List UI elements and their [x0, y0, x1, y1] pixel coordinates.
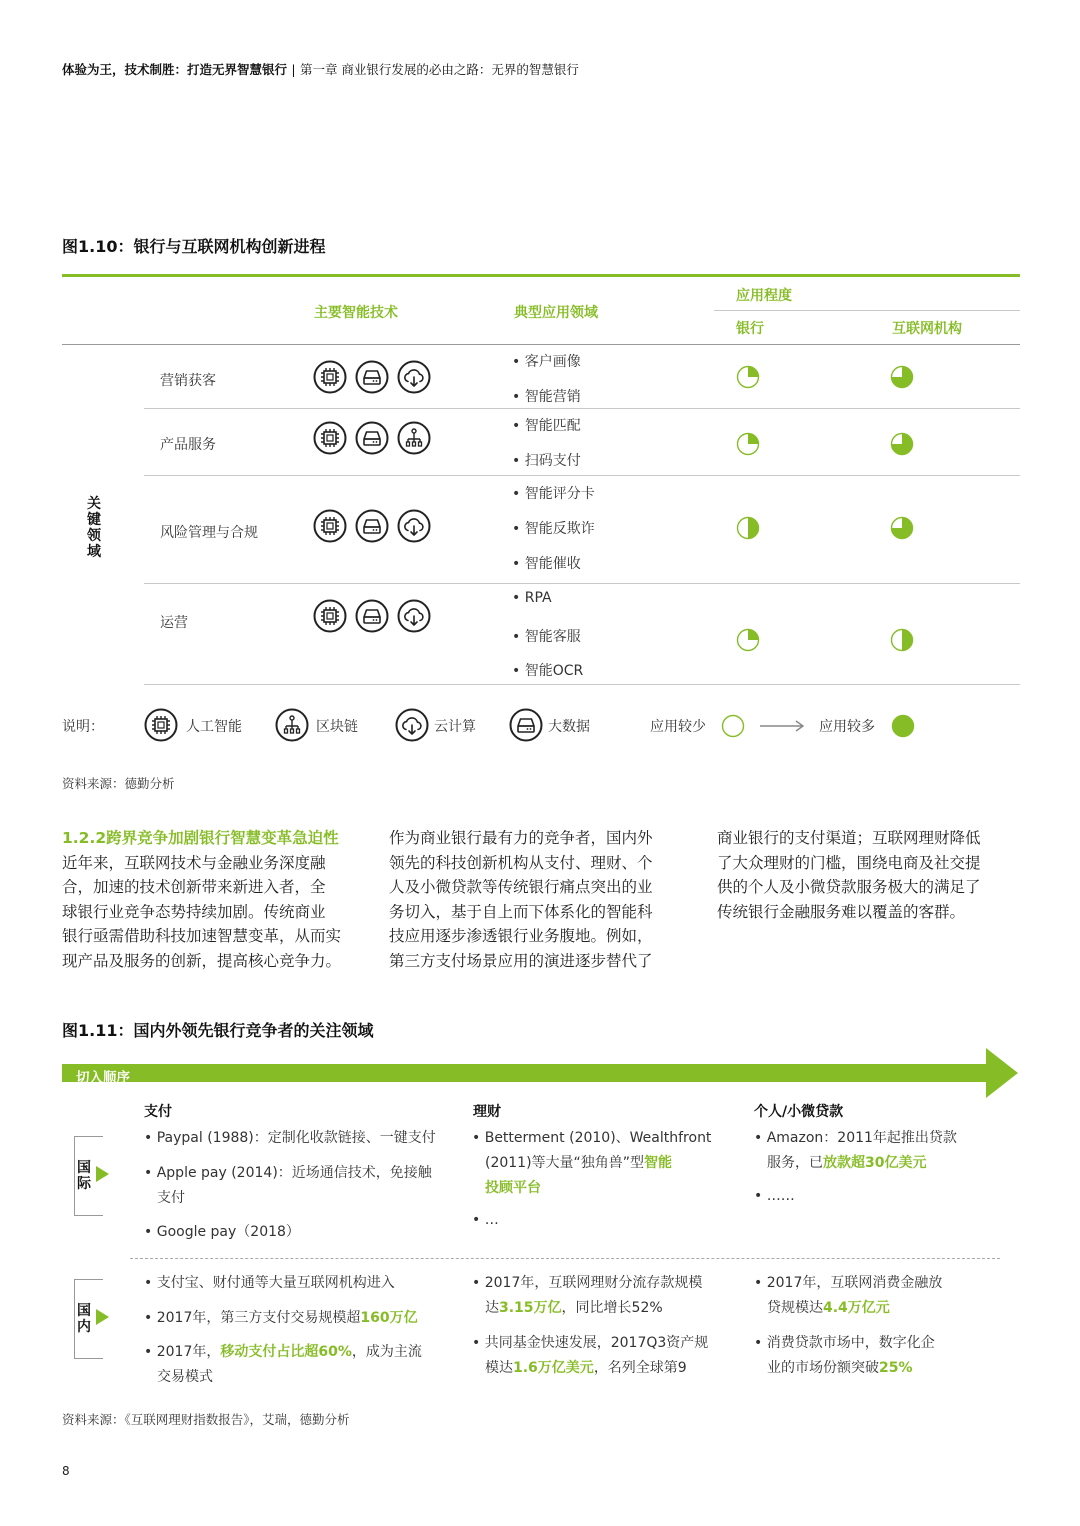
paragraph-line: 商业银行的支付渠道；互联网理财降低: [717, 829, 981, 847]
list-item: • 支付宝、财付通等大量互联网机构进入: [144, 1275, 395, 1291]
header-separator: |: [291, 62, 296, 77]
figure-1-10-top-rule: [62, 274, 1020, 277]
list-item: • ……: [754, 1188, 795, 1204]
paragraph-line: 近年来，互联网技术与金融业务深度融: [62, 853, 326, 872]
legend-bigdata: 大数据: [548, 719, 590, 735]
figure-1-10-title: 图1.10：银行与互联网机构创新进程: [62, 237, 326, 256]
big-data-icon: [355, 421, 389, 455]
internet-level-pie: [890, 365, 914, 389]
header-main-tech: 主要智能技术: [314, 305, 398, 321]
bank-level-pie: [736, 432, 760, 456]
list-item-continued: 达3.15万亿，同比增长52%: [485, 1300, 663, 1316]
entry-order-label: 切入顺序: [76, 1070, 130, 1086]
bank-level-pie: [736, 516, 760, 540]
row-divider: [144, 684, 1020, 685]
list-item: • Apple pay (2014)：近场通信技术，免接触: [144, 1165, 432, 1181]
paragraph-line: 银行亟需借助科技加速智慧变革，从而实: [62, 927, 342, 946]
cloud-computing-icon: [397, 599, 431, 633]
header-sub-rule: [714, 310, 1020, 311]
paragraph-line: 务切入，基于自上而下体系化的智能科: [389, 902, 653, 921]
paragraph-line: 作为商业银行最有力的竞争者，国内外: [389, 829, 653, 847]
list-item: • Betterment (2010)、Wealthfront: [472, 1130, 712, 1146]
row-divider: [144, 583, 1020, 584]
running-header: [62, 60, 579, 78]
big-data-icon: [509, 708, 543, 742]
ai-chip-icon: [313, 360, 347, 394]
ai-chip-icon: [313, 599, 347, 633]
list-item: • 智能反欺诈: [512, 521, 595, 537]
internet-level-pie: [890, 516, 914, 540]
internet-level-pie: [890, 432, 914, 456]
list-item: • 智能营销: [512, 389, 581, 405]
area-marketing: 营销获客: [160, 373, 216, 389]
big-data-icon: [355, 599, 389, 633]
blockchain-icon: [275, 708, 309, 742]
paragraph-line: 了大众理财的门槛，围绕电商及社交提: [717, 853, 981, 872]
list-item: • …: [472, 1212, 499, 1228]
column-wealth: 理财: [473, 1104, 501, 1120]
legend-arrow-icon: [760, 718, 808, 734]
paragraph-line: 传统银行金融服务难以覆盖的客群。: [717, 902, 966, 921]
list-item-continued: 贷规模达4.4万亿元: [767, 1300, 890, 1316]
section-dotted-divider: [130, 1258, 1000, 1259]
list-item: • 消费贷款市场中，数字化企: [754, 1335, 935, 1351]
header-chapter: 第一章 商业银行发展的必由之路：无界的智慧银行: [299, 62, 579, 77]
big-data-icon: [355, 509, 389, 543]
list-item: • 客户画像: [512, 354, 581, 370]
ai-chip-icon: [144, 708, 178, 742]
list-item-continued: (2011)等大量“独角兽”型智能: [485, 1155, 673, 1171]
list-item: • Paypal (1988)：定制化收款链接、一键支付: [144, 1130, 436, 1146]
list-item: • 2017年，互联网理财分流存款规模: [472, 1275, 703, 1291]
entry-order-arrow: [62, 1048, 1020, 1098]
bank-level-pie: [736, 628, 760, 652]
list-item: • 2017年，互联网消费金融放: [754, 1275, 943, 1291]
row-divider: [144, 408, 1020, 409]
domestic-label: 国内: [77, 1303, 91, 1335]
list-item: • 智能匹配: [512, 418, 581, 434]
paragraph-line: 技应用逐步渗透银行业务腹地。例如，: [389, 927, 653, 946]
play-arrow-icon: [96, 1166, 110, 1182]
header-application-degree: 应用程度: [736, 288, 792, 304]
list-item: • 智能客服: [512, 629, 581, 645]
header-bank: 银行: [736, 321, 764, 337]
section-body-col1: [62, 826, 341, 974]
area-product-service: 产品服务: [160, 437, 216, 453]
legend-full-circle: [891, 714, 915, 738]
list-item: • Amazon：2011年起推出贷款: [754, 1130, 957, 1146]
list-item-continued: 交易模式: [157, 1369, 213, 1385]
area-risk-compliance: 风险管理与合规: [160, 525, 258, 541]
figure-1-11-title: 图1.11：国内外领先银行竞争者的关注领域: [62, 1021, 374, 1040]
cloud-computing-icon: [397, 360, 431, 394]
internet-level-pie: [890, 628, 914, 652]
ai-chip-icon: [313, 421, 347, 455]
legend-more: 应用较多: [819, 719, 875, 735]
header-internet: 互联网机构: [892, 321, 962, 337]
legend-label: 说明：: [62, 719, 104, 735]
blockchain-icon: [397, 421, 431, 455]
header-title: 体验为王，技术制胜：打造无界智慧银行: [62, 62, 288, 77]
list-item: • 共同基金快速发展，2017Q3资产规: [472, 1335, 709, 1351]
key-areas-side-label: 关键领域: [87, 496, 101, 560]
legend-cloud: 云计算: [434, 719, 476, 735]
paragraph-line: 人及小微贷款等传统银行痛点突出的业: [389, 878, 653, 897]
legend-less: 应用较少: [650, 719, 706, 735]
paragraph-line: 第三方支付场景应用的演进逐步替代了: [389, 951, 653, 970]
list-item: • 2017年，移动支付占比超60%，成为主流: [144, 1344, 422, 1360]
header-bottom-rule: [62, 344, 1020, 345]
row-divider: [144, 475, 1020, 476]
paragraph-line: 现产品及服务的创新，提高核心竞争力。: [62, 951, 342, 970]
list-item-continued: 业的市场份额突破25%: [767, 1360, 913, 1376]
paragraph-line: 合，加速的技术创新带来新进入者，全: [62, 878, 326, 897]
paragraph-line: 球银行业竞争态势持续加剧。传统商业: [62, 902, 326, 921]
column-payment: 支付: [144, 1104, 172, 1120]
list-item-continued: 支付: [157, 1190, 185, 1206]
list-item: • RPA: [512, 590, 552, 606]
section-heading: 1.2.2跨界竞争加剧银行智慧变革急迫性: [62, 829, 339, 847]
ai-chip-icon: [313, 509, 347, 543]
list-item: • 2017年，第三方支付交易规模超160万亿: [144, 1310, 418, 1326]
list-item-continued: 模达1.6万亿美元，名列全球第9: [485, 1360, 687, 1376]
list-item-continued: 投顾平台: [485, 1180, 541, 1196]
play-arrow-icon: [96, 1309, 110, 1325]
section-body-col3: [717, 826, 981, 924]
paragraph-line: 供的个人及小微贷款服务极大的满足了: [717, 878, 981, 897]
big-data-icon: [355, 360, 389, 394]
legend-ai: 人工智能: [186, 719, 242, 735]
page-number: 8: [62, 1464, 70, 1478]
bank-level-pie: [736, 365, 760, 389]
header-typical-apps: 典型应用领域: [514, 305, 598, 321]
list-item: • Google pay（2018）: [144, 1224, 300, 1240]
column-loan: 个人/小微贷款: [754, 1104, 844, 1120]
figure-1-10-source: 资料来源：德勤分析: [62, 776, 175, 791]
list-item: • 智能催收: [512, 556, 581, 572]
list-item-continued: 服务，已放款超30亿美元: [767, 1155, 927, 1171]
cloud-computing-icon: [397, 509, 431, 543]
list-item: • 智能评分卡: [512, 486, 595, 502]
section-body-col2: [389, 826, 653, 974]
figure-1-11-source: 资料来源：《互联网理财指数报告》，艾瑞，德勤分析: [62, 1412, 350, 1427]
legend-blockchain: 区块链: [316, 719, 358, 735]
legend-empty-circle: [721, 714, 745, 738]
list-item: • 扫码支付: [512, 453, 581, 469]
area-operations: 运营: [160, 615, 188, 631]
international-label: 国际: [77, 1160, 91, 1192]
paragraph-line: 领先的科技创新机构从支付、理财、个: [389, 853, 653, 872]
cloud-computing-icon: [395, 708, 429, 742]
list-item: • 智能OCR: [512, 663, 584, 679]
